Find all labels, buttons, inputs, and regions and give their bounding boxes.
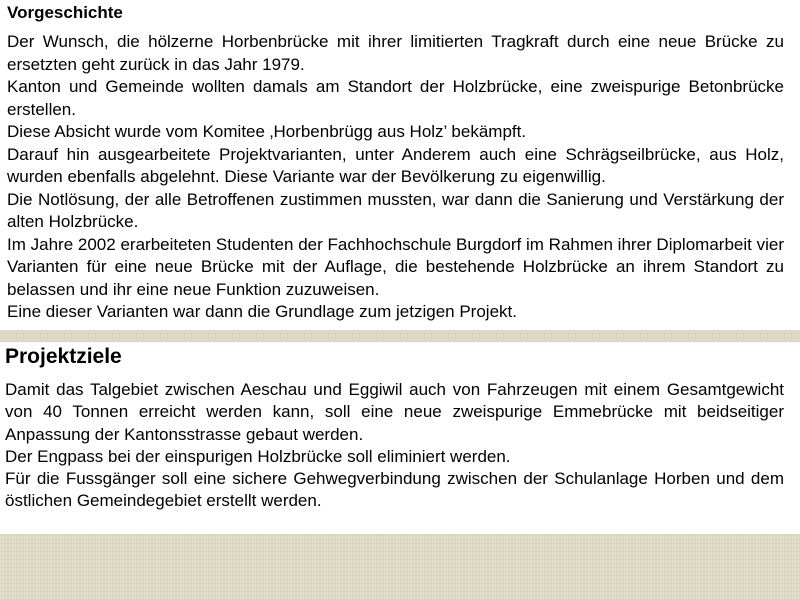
- section-heading: Vorgeschichte: [7, 3, 123, 22]
- paragraph: Der Wunsch, die hölzerne Horbenbrücke mit ihrer limitierten Tragkraft durch eine neue Brücke zu ersetzten geht zurück in das Jahr 1979.: [7, 32, 784, 74]
- texture-band: [0, 330, 800, 342]
- section-heading: Projektziele: [5, 345, 122, 368]
- paragraph: Diese Absicht wurde vom Komitee ‚Horbenbrügg aus Holz’ bekämpft.: [7, 122, 527, 141]
- paragraph: Damit das Talgebiet zwischen Aeschau und Eggiwil auch von Fahrzeugen mit einem Gesamtgewicht von 40 Tonnen erreicht werden kann, soll eine neue zweispurige Emmebrücke mit beidseitiger Anpassung der Kantonsstrasse gebaut werden.: [5, 380, 784, 444]
- paragraph: Kanton und Gemeinde wollten damals am Standort der Holzbrücke, eine zweispurige Betonbrücke erstellen.: [7, 77, 784, 119]
- paragraph: Darauf hin ausgearbeitete Projektvarianten, unter Anderem auch eine Schrägseilbrücke, aus Holz, wurden ebenfalls abgelehnt. Diese Variante war der Bevölkerung zu eigenwillig.: [7, 144, 784, 186]
- paragraph: Für die Fussgänger soll eine sichere Gehwegverbindung zwischen der Schulanlage Horben und dem östlichen Gemeindegebiet erstellt werden.: [5, 469, 784, 511]
- paragraph: Im Jahre 2002 erarbeiteten Studenten der Fachhochschule Burgdorf im Rahmen ihrer Diplomarbeit vier Varianten für eine neue Brücke mit der Auflage, die bestehende Holzbrücke an ihrem Standort zu belassen und ihr eine neue Funktion zuzuweisen.: [7, 234, 784, 299]
- paragraph: Die Notlösung, der alle Betroffenen zustimmen mussten, war dann die Sanierung und Verstärkung der alten Holzbrücke.: [7, 189, 784, 231]
- texture-band: [0, 534, 800, 600]
- paragraph: Eine dieser Varianten war dann die Grundlage zum jetzigen Projekt.: [7, 302, 517, 321]
- paragraph: Der Engpass bei der einspurigen Holzbrücke soll eliminiert werden.: [5, 446, 511, 466]
- section-projektziele: [0, 342, 800, 534]
